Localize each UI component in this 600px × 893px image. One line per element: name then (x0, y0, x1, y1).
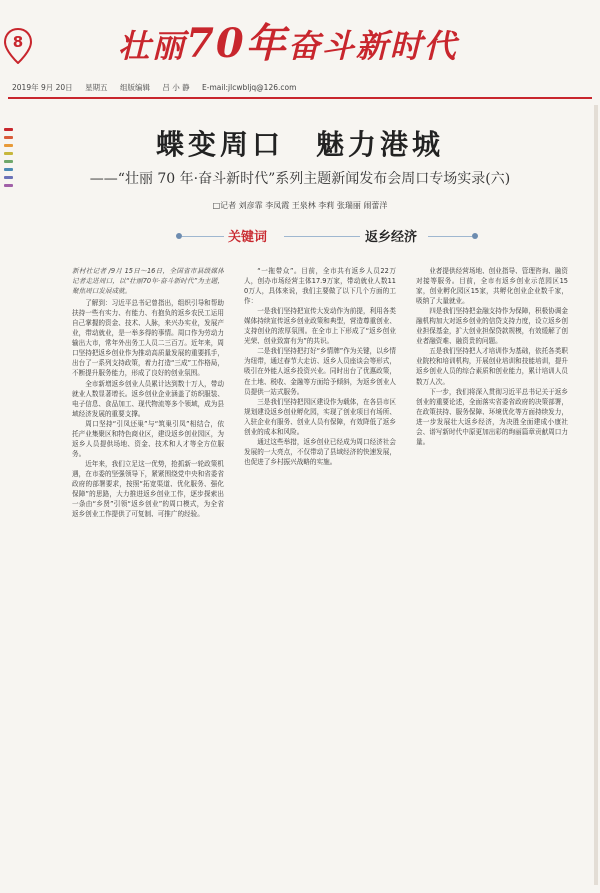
page-number: 8 (12, 33, 24, 51)
keyword-dot-right (472, 233, 478, 239)
paragraph: 近年来，我们立足这一优势，抢抓新一轮政策机遇，在市委的坚强领导下，紧紧围绕党中央和省委省政府的部署要求，按照“拓宽渠道、优化服务、强化保障”的思路，大力推进返乡创业工作，逐步探索出一条由“乡贤”引领“返乡创业”的周口模式，为全省返乡创业工作提供了可复制、可推广的经验。 (72, 459, 224, 519)
header-banner (0, 0, 600, 78)
keyword-label: 关键词 (228, 230, 268, 245)
issue-date: 2019年 9月 20日 (12, 83, 73, 92)
article-title: 蝶变周口 魅力港城 (155, 128, 444, 161)
article-byline: □记者 刘彦霏 李凤霞 王泉林 李莉 张瑞丽 闹蕾洋 (212, 201, 388, 210)
article-column-3 (416, 266, 568, 876)
paragraph: “一拖带众”。目前，全市共有返乡人员22万人，创办市场经营主体17.9万家，带动就业人数110万人，具体来说，我们主要做了以下几个方面的工作： (244, 267, 396, 306)
paragraph: 了解到：习近平总书记曾指出，组织引导和帮助扶持一些有实力、有能力、有抱负的返乡农民工运用自己掌握的资金、技术、人脉，来兴办实业，发展产业，带动就业，是一举多得的事情。周口作为劳动力输出大市，常年外出务工人员二三百万。近年来，周口坚持把返乡创业作为推动高质量发展的重要抓手，出台了一系列支持政策，着力打造“三成”工作格局，不断提升服务能力，形成了良好的创业氛围。 (72, 299, 224, 378)
issue-weekday: 星期五 (85, 83, 108, 92)
paragraph: 一是我们坚持把宣传大发动作为前提，利用各类媒体持续宣传返乡创业政策和典型，营造尊重创业、支持创业的浓厚氛围。在全市上下形成了“返乡创业光荣、创业致富有为”的共识。 (244, 307, 396, 346)
keyword-value: 返乡经济 (365, 230, 418, 245)
paragraph: 五是我们坚持把人才培训作为基础，依托各类职业院校和培训机构，开展创业培训和技能培训，提升返乡创业人员的综合素质和创业能力，累计培训人员数万人次。 (416, 347, 568, 386)
paragraph: 周口坚持“引凤还巢”与“筑巢引凤”相结合，依托产业集聚区和特色商业区，建设返乡创业园区，为返乡人员提供场地、资金、技术和人才等全方位服务。 (72, 419, 224, 458)
paragraph: 全市新增返乡创业人员累计达到数十万人，带动就业人数显著增长。返乡创业企业涵盖了纺织服装、电子信息、食品加工、现代物流等多个领域，成为县域经济发展的重要支撑。 (72, 379, 224, 418)
article-subtitle: ——“壮丽 70 年·奋斗新时代”系列主题新闻发布会周口专场实录(六) (89, 171, 511, 187)
paragraph: 四是我们坚持把金融支持作为保障，积极协调金融机构加大对返乡创业的信贷支持力度，设立返乡创业担保基金，扩大创业担保贷款规模，有效缓解了创业者融资难、融资贵的问题。 (416, 307, 568, 346)
masthead-part1: 壮丽 (118, 27, 187, 65)
masthead-part2: 70年 (186, 20, 288, 67)
article-lead: 新村社记者 /9月 15日～16日，全国省市县级媒体记者走进周口，以“壮丽70年·奋斗新时代”为主题，聚焦周口发展成就。 (72, 267, 224, 296)
paragraph: 业者提供经营场地、创业指导、管理咨询、融资对接等服务。目前，全市有返乡创业示范园区15家，创业孵化园区15家，共孵化创业企业数千家，吸纳了大量就业。 (416, 267, 568, 306)
masthead-part3: 奋斗新时代 (287, 27, 458, 65)
designer-name: 吕 小 静 (162, 83, 190, 92)
editor-label: 组版编辑 (119, 83, 150, 92)
keyword-dot-left (176, 233, 182, 239)
contact-email[interactable]: E-mail:jlcwbljq@126.com (202, 83, 297, 92)
keyword-rule-right (428, 236, 472, 237)
right-margin-bar (594, 105, 598, 885)
date-bar (12, 81, 592, 94)
keyword-rule-middle (284, 236, 360, 237)
paragraph: 通过这些举措，返乡创业已经成为周口经济社会发展的一大亮点，不仅带动了县域经济的快速发展，也促进了乡村振兴战略的实施。 (244, 437, 396, 466)
article-column-1 (72, 266, 224, 876)
paragraph: 三是我们坚持把园区建设作为载体，在各县市区规划建设返乡创业孵化园，实现了创业项目有场所、入驻企业有服务、创业人员有保障，有效降低了返乡创业的成本和风险。 (244, 397, 396, 436)
decorative-sidebar (4, 120, 14, 890)
masthead (118, 22, 458, 66)
keyword-rule-left (182, 236, 224, 237)
header-rule (8, 97, 592, 99)
paragraph: 二是我们坚持把打好“乡情牌”作为关键，以乡情为纽带，通过春节大走访、返乡人员座谈会等形式，吸引在外能人返乡投资兴业。同时出台了优惠政策，在土地、税收、金融等方面给予倾斜，为返乡创业人员提供一站式服务。 (244, 347, 396, 396)
paragraph: 下一步，我们将深入贯彻习近平总书记关于返乡创业的重要论述，全面落实省委省政府的决策部署，在政策扶持、服务保障、环境优化等方面持续发力，进一步发展壮大返乡经济，为决胜全面建成小康社会、谱写新时代中原更加出彩的绚丽篇章贡献周口力量。 (416, 387, 568, 446)
article-column-2 (244, 266, 396, 876)
